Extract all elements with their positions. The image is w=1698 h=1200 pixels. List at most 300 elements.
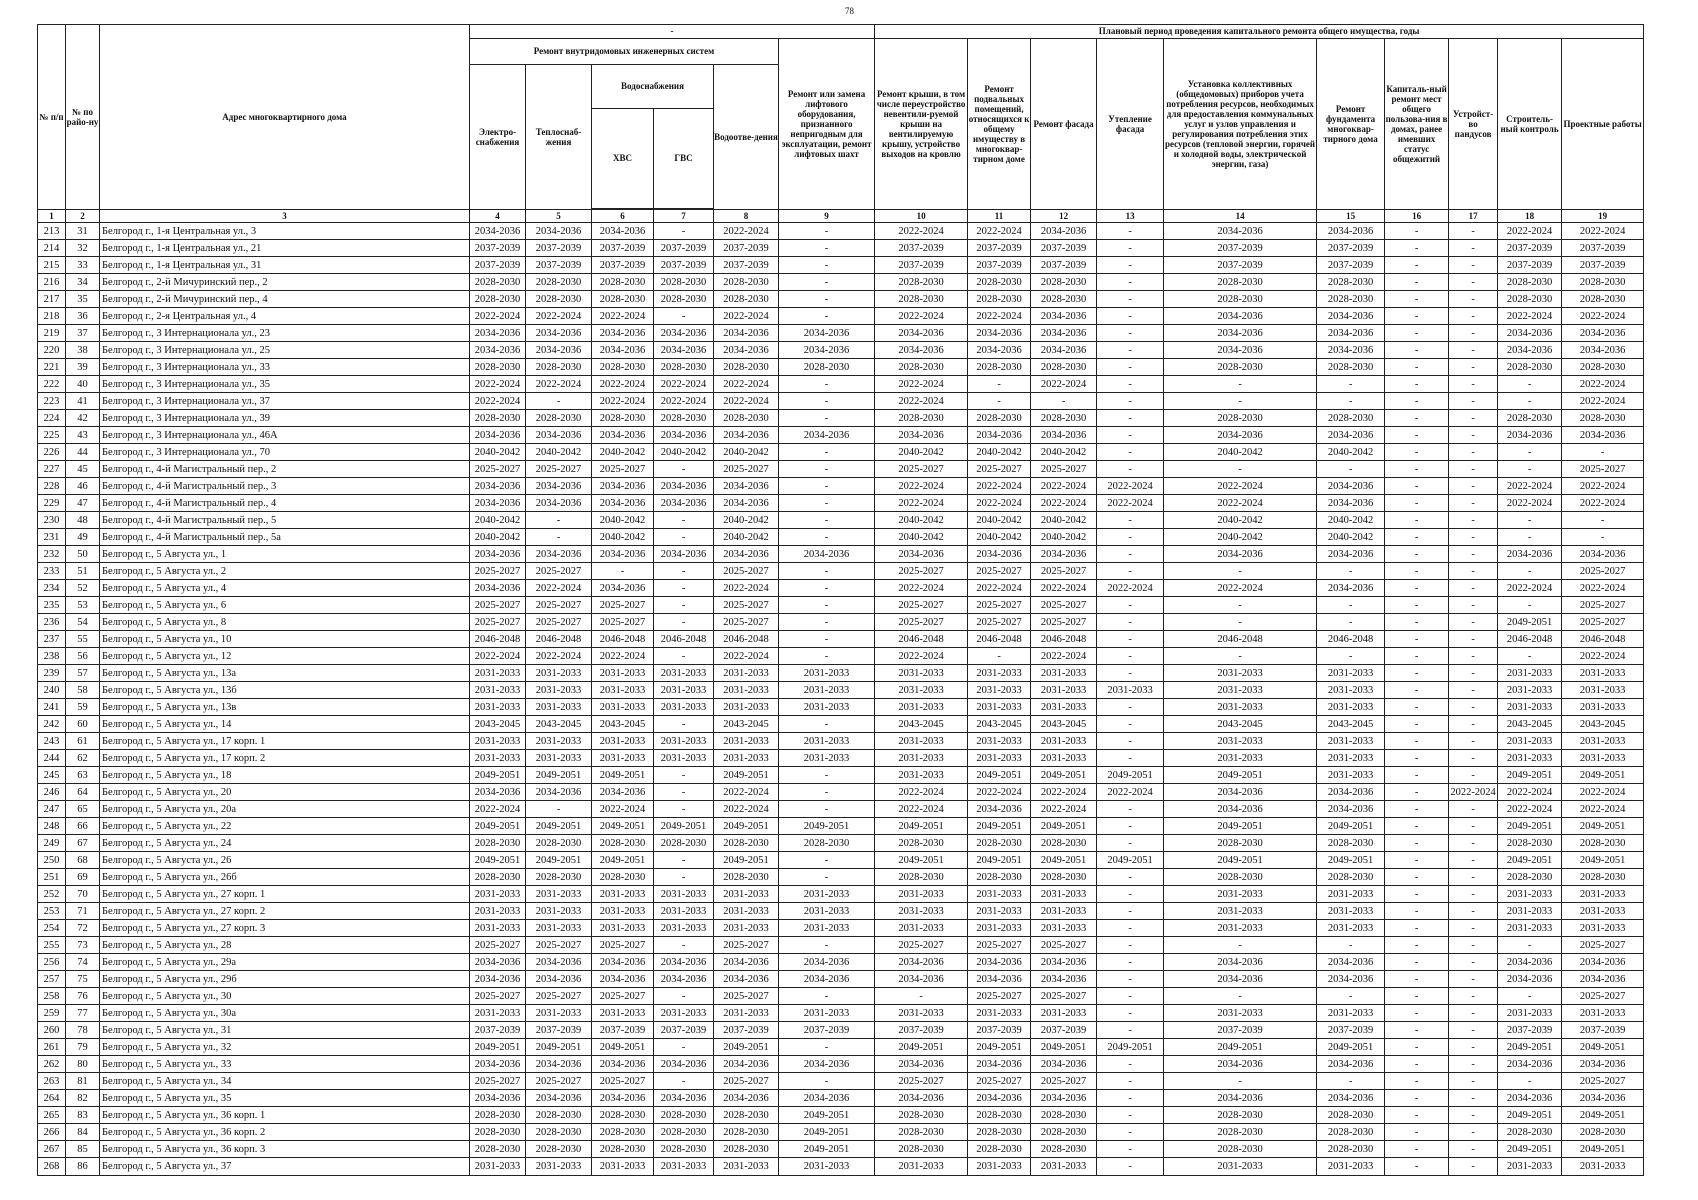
period-cell: 2031-2033 [714,699,779,716]
period-cell: - [1385,869,1449,886]
period-cell: 2034-2036 [714,495,779,512]
period-cell: 2034-2036 [654,427,714,444]
period-cell: 2031-2033 [968,665,1031,682]
period-cell: 2034-2036 [654,1056,714,1073]
period-cell: 2034-2036 [875,427,968,444]
period-cell: 2022-2024 [875,648,968,665]
table-row [38,376,1644,393]
period-cell: 2034-2036 [592,478,654,495]
period-cell: - [779,478,875,495]
period-cell: 2025-2027 [1031,461,1097,478]
period-cell: 2034-2036 [470,223,526,240]
address-cell: Белгород г., 5 Августа ул., 8 [100,614,470,631]
period-cell: 2022-2024 [968,580,1031,597]
table-row [38,410,1644,427]
period-cell: 2046-2048 [654,631,714,648]
period-cell: 2028-2030 [968,410,1031,427]
district-number-cell: 78 [66,1022,100,1039]
period-cell: 2028-2030 [714,410,779,427]
address-cell: Белгород г., 5 Августа ул., 27 корп. 2 [100,903,470,920]
period-cell: 2040-2042 [968,512,1031,529]
period-cell: 2034-2036 [875,546,968,563]
period-cell: 2031-2033 [1562,665,1644,682]
period-cell: 2028-2030 [1164,1107,1317,1124]
period-cell: 2049-2051 [968,1039,1031,1056]
period-cell: 2022-2024 [470,393,526,410]
period-cell: 2031-2033 [968,903,1031,920]
period-cell: - [654,784,714,801]
table-row [38,801,1644,818]
period-cell: 2031-2033 [1498,1005,1562,1022]
period-cell: 2028-2030 [592,274,654,291]
row-number-cell: 228 [38,478,66,495]
period-cell: 2022-2024 [1562,223,1644,240]
header-basement: Ремонт подвальных помещений, относящихся к общему имуществу в многоквар-тирном доме [968,39,1031,210]
period-cell: 2031-2033 [1562,920,1644,937]
period-cell: 2034-2036 [592,342,654,359]
address-cell: Белгород г., 3 Интернационала ул., 35 [100,376,470,393]
period-cell: - [779,580,875,597]
period-cell: 2022-2024 [592,648,654,665]
period-cell: - [1449,937,1498,954]
table-row [38,1090,1644,1107]
row-number-cell: 224 [38,410,66,427]
period-cell: - [1449,597,1498,614]
period-cell: 2031-2033 [526,920,592,937]
period-cell: 2040-2042 [1317,512,1385,529]
period-cell: 2031-2033 [1031,699,1097,716]
period-cell: 2034-2036 [1164,223,1317,240]
period-cell: - [1449,376,1498,393]
period-cell: 2022-2024 [1498,495,1562,512]
period-cell: - [1097,733,1164,750]
period-cell: 2025-2027 [592,988,654,1005]
period-cell: 2022-2024 [1498,801,1562,818]
period-cell: 2031-2033 [1498,682,1562,699]
column-number: 6 [592,210,654,223]
period-cell: - [592,563,654,580]
address-cell: Белгород г., 5 Августа ул., 36 корп. 3 [100,1141,470,1158]
period-cell: 2022-2024 [714,308,779,325]
period-cell: 2037-2039 [526,240,592,257]
period-cell: 2034-2036 [654,971,714,988]
table-row [38,546,1644,563]
period-cell: 2028-2030 [1317,835,1385,852]
period-cell: 2031-2033 [779,733,875,750]
period-cell: 2049-2051 [714,767,779,784]
period-cell: - [654,580,714,597]
period-cell: - [1097,1107,1164,1124]
period-cell: - [1317,461,1385,478]
period-cell: - [1097,886,1164,903]
period-cell: - [526,529,592,546]
period-cell: - [968,376,1031,393]
period-cell: 2025-2027 [1031,988,1097,1005]
period-cell: 2034-2036 [526,342,592,359]
period-cell: - [1385,699,1449,716]
period-cell: - [1097,648,1164,665]
period-cell: 2049-2051 [526,818,592,835]
period-cell: 2028-2030 [1031,869,1097,886]
period-cell: 2028-2030 [470,835,526,852]
period-cell: 2031-2033 [714,665,779,682]
column-number: 2 [66,210,100,223]
period-cell: 2025-2027 [968,614,1031,631]
period-cell: 2028-2030 [1031,1141,1097,1158]
period-cell: 2028-2030 [1562,410,1644,427]
address-cell: Белгород г., 4-й Магистральный пер., 4 [100,495,470,512]
period-cell: 2037-2039 [968,257,1031,274]
period-cell: 2028-2030 [1317,274,1385,291]
period-cell: 2028-2030 [714,869,779,886]
period-cell: 2034-2036 [1031,1090,1097,1107]
period-cell: 2034-2036 [1562,427,1644,444]
period-cell: - [779,988,875,1005]
period-cell: 2025-2027 [968,563,1031,580]
period-cell: 2031-2033 [1031,665,1097,682]
period-cell: - [779,274,875,291]
period-cell: 2031-2033 [592,750,654,767]
period-cell: 2034-2036 [1031,954,1097,971]
period-cell: 2034-2036 [1562,954,1644,971]
period-cell: - [1097,818,1164,835]
row-number-cell: 242 [38,716,66,733]
period-cell: 2040-2042 [1031,512,1097,529]
period-cell: 2034-2036 [1164,954,1317,971]
period-cell: - [1385,937,1449,954]
period-cell: - [1449,495,1498,512]
period-cell: 2025-2027 [968,461,1031,478]
district-number-cell: 70 [66,886,100,903]
period-cell: 2028-2030 [875,410,968,427]
district-number-cell: 33 [66,257,100,274]
row-number-cell: 268 [38,1158,66,1176]
district-number-cell: 36 [66,308,100,325]
district-number-cell: 57 [66,665,100,682]
period-cell: - [1449,257,1498,274]
period-cell: - [526,801,592,818]
period-cell: 2049-2051 [1498,852,1562,869]
period-cell: 2037-2039 [1031,240,1097,257]
row-number-cell: 252 [38,886,66,903]
period-cell: - [1449,1141,1498,1158]
period-cell: 2028-2030 [654,410,714,427]
period-cell: 2031-2033 [654,733,714,750]
district-number-cell: 82 [66,1090,100,1107]
period-cell: 2022-2024 [875,495,968,512]
header-water-supply: Водоснабжения [592,65,714,109]
period-cell: - [1164,563,1317,580]
period-cell: 2031-2033 [1562,699,1644,716]
period-cell: 2022-2024 [1498,308,1562,325]
period-cell: 2031-2033 [875,1005,968,1022]
period-cell: 2034-2036 [654,1090,714,1107]
period-cell: 2049-2051 [1164,852,1317,869]
period-cell: - [1449,546,1498,563]
period-cell: 2034-2036 [654,325,714,342]
table-row [38,665,1644,682]
row-number-cell: 253 [38,903,66,920]
district-number-cell: 83 [66,1107,100,1124]
table-row [38,597,1644,614]
period-cell: 2031-2033 [470,1158,526,1176]
period-cell: 2031-2033 [968,920,1031,937]
period-cell: - [1498,1073,1562,1090]
period-cell: - [1385,801,1449,818]
period-cell: 2031-2033 [779,750,875,767]
period-cell: - [779,393,875,410]
period-cell: 2031-2033 [654,886,714,903]
address-cell: Белгород г., 5 Августа ул., 30 [100,988,470,1005]
period-cell: 2022-2024 [875,784,968,801]
table-row [38,954,1644,971]
period-cell: 2031-2033 [714,682,779,699]
period-cell: - [1449,240,1498,257]
table-row [38,835,1644,852]
period-cell: - [654,937,714,954]
period-cell: 2025-2027 [470,461,526,478]
period-cell: 2031-2033 [875,733,968,750]
table-row [38,461,1644,478]
period-cell: 2049-2051 [968,818,1031,835]
period-cell: 2034-2036 [968,801,1031,818]
period-cell: 2031-2033 [470,665,526,682]
period-cell: 2031-2033 [1317,1005,1385,1022]
row-number-cell: 251 [38,869,66,886]
period-cell: 2031-2033 [592,699,654,716]
period-cell: 2034-2036 [470,580,526,597]
period-cell: 2031-2033 [1317,682,1385,699]
period-cell: 2031-2033 [470,886,526,903]
period-cell: 2049-2051 [1562,767,1644,784]
period-cell: - [1385,1124,1449,1141]
period-cell: 2028-2030 [1562,1124,1644,1141]
period-cell: 2046-2048 [1562,631,1644,648]
period-cell: 2028-2030 [654,1107,714,1124]
period-cell: 2022-2024 [968,308,1031,325]
period-cell: - [1097,597,1164,614]
district-number-cell: 37 [66,325,100,342]
period-cell: 2034-2036 [470,478,526,495]
row-number-cell: 259 [38,1005,66,1022]
period-cell: 2025-2027 [592,597,654,614]
period-cell: 2049-2051 [1031,1039,1097,1056]
period-cell: 2049-2051 [714,852,779,869]
period-cell: 2037-2039 [1031,257,1097,274]
period-cell: - [779,308,875,325]
period-cell: - [1385,767,1449,784]
period-cell: 2034-2036 [470,1056,526,1073]
period-cell: - [1449,631,1498,648]
period-cell: - [1498,461,1562,478]
period-cell: 2031-2033 [1031,1005,1097,1022]
period-cell: 2049-2051 [1317,818,1385,835]
address-cell: Белгород г., 1-я Центральная ул., 21 [100,240,470,257]
address-cell: Белгород г., 5 Августа ул., 4 [100,580,470,597]
row-number-cell: 262 [38,1056,66,1073]
period-cell: 2022-2024 [1031,376,1097,393]
period-cell: - [1385,512,1449,529]
table-row [38,240,1644,257]
column-number: 18 [1498,210,1562,223]
period-cell: 2022-2024 [1031,495,1097,512]
row-number-cell: 215 [38,257,66,274]
district-number-cell: 35 [66,291,100,308]
period-cell: - [654,1039,714,1056]
period-cell: - [654,852,714,869]
period-cell: 2049-2051 [875,852,968,869]
row-number-cell: 245 [38,767,66,784]
period-cell: 2034-2036 [1164,342,1317,359]
period-cell: 2028-2030 [654,1124,714,1141]
period-cell: 2049-2051 [1498,1039,1562,1056]
period-cell: 2031-2033 [1562,1005,1644,1022]
period-cell: 2022-2024 [592,308,654,325]
period-cell: 2031-2033 [526,750,592,767]
period-cell: 2028-2030 [1317,1141,1385,1158]
period-cell: 2028-2030 [968,835,1031,852]
header-facade-insulation: Утепление фасада [1097,39,1164,210]
period-cell: 2034-2036 [714,954,779,971]
column-number: 11 [968,210,1031,223]
period-cell: - [1385,478,1449,495]
period-cell: 2025-2027 [526,597,592,614]
period-cell: 2040-2042 [1031,529,1097,546]
period-cell: 2028-2030 [875,869,968,886]
period-cell: - [1385,1158,1449,1176]
period-cell: 2034-2036 [526,325,592,342]
address-cell: Белгород г., 5 Августа ул., 22 [100,818,470,835]
row-number-cell: 247 [38,801,66,818]
period-cell: 2034-2036 [1317,546,1385,563]
period-cell: 2025-2027 [1562,461,1644,478]
row-number-cell: 213 [38,223,66,240]
table-row [38,342,1644,359]
period-cell: 2037-2039 [592,1022,654,1039]
period-cell: 2046-2048 [470,631,526,648]
period-cell: - [1164,988,1317,1005]
period-cell: - [1164,1073,1317,1090]
period-cell: 2031-2033 [968,733,1031,750]
period-cell: 2028-2030 [1498,359,1562,376]
period-cell: 2034-2036 [968,427,1031,444]
header-cold-water: ХВС [592,109,654,209]
period-cell: 2031-2033 [875,767,968,784]
period-cell: 2022-2024 [470,376,526,393]
district-number-cell: 48 [66,512,100,529]
period-cell: 2031-2033 [1164,665,1317,682]
period-cell: - [1097,444,1164,461]
period-cell: 2031-2033 [875,682,968,699]
period-cell: 2046-2048 [526,631,592,648]
period-cell: 2043-2045 [714,716,779,733]
table-row [38,937,1644,954]
period-cell: 2034-2036 [1562,971,1644,988]
period-cell: 2031-2033 [592,665,654,682]
period-cell: - [1449,274,1498,291]
period-cell: 2034-2036 [1031,546,1097,563]
period-cell: 2049-2051 [526,767,592,784]
period-cell: 2022-2024 [714,393,779,410]
period-cell: 2028-2030 [1498,274,1562,291]
district-number-cell: 71 [66,903,100,920]
period-cell: 2040-2042 [592,444,654,461]
period-cell: 2043-2045 [592,716,654,733]
period-cell: - [1449,614,1498,631]
period-cell: - [1164,597,1317,614]
period-cell: 2034-2036 [1498,971,1562,988]
period-cell: 2034-2036 [654,954,714,971]
period-cell: 2028-2030 [1317,359,1385,376]
period-cell: 2022-2024 [526,376,592,393]
period-cell: 2028-2030 [592,410,654,427]
period-cell: - [1097,1022,1164,1039]
period-cell: - [1449,1073,1498,1090]
period-cell: 2028-2030 [1498,1124,1562,1141]
period-cell: 2037-2039 [1562,257,1644,274]
period-cell: 2031-2033 [1317,903,1385,920]
period-cell: - [1385,920,1449,937]
period-cell: 2022-2024 [875,478,968,495]
header-dormitory: Капиталь-ный ремонт мест общего пользова-ния в домах, ранее имевших статус общежитий [1385,39,1449,210]
period-cell: - [1097,1073,1164,1090]
period-cell: - [779,784,875,801]
address-cell: Белгород г., 5 Августа ул., 36 корп. 2 [100,1124,470,1141]
period-cell: 2025-2027 [714,988,779,1005]
period-cell: 2025-2027 [470,597,526,614]
period-cell: - [1449,478,1498,495]
period-cell: 2040-2042 [470,529,526,546]
district-number-cell: 31 [66,223,100,240]
period-cell: 2022-2024 [714,784,779,801]
district-number-cell: 84 [66,1124,100,1141]
period-cell: 2034-2036 [779,1056,875,1073]
period-cell: - [1562,444,1644,461]
period-cell: 2034-2036 [1498,1090,1562,1107]
period-cell: 2022-2024 [1562,478,1644,495]
period-cell: 2049-2051 [592,852,654,869]
district-number-cell: 81 [66,1073,100,1090]
period-cell: 2028-2030 [1164,835,1317,852]
column-number: 17 [1449,210,1498,223]
period-cell: - [1385,308,1449,325]
period-cell: 2034-2036 [968,342,1031,359]
period-cell: 2022-2024 [875,376,968,393]
period-cell: - [1097,563,1164,580]
period-cell: 2049-2051 [470,852,526,869]
period-cell: 2025-2027 [470,988,526,1005]
period-cell: 2034-2036 [592,427,654,444]
period-cell: 2040-2042 [592,529,654,546]
period-cell: - [1097,1141,1164,1158]
table-row [38,444,1644,461]
period-cell: 2034-2036 [1317,1090,1385,1107]
table-row [38,529,1644,546]
row-number-cell: 260 [38,1022,66,1039]
address-cell: Белгород г., 5 Августа ул., 20а [100,801,470,818]
district-number-cell: 59 [66,699,100,716]
period-cell: 2025-2027 [526,937,592,954]
period-cell: 2028-2030 [1562,291,1644,308]
period-cell: - [1097,903,1164,920]
period-cell: 2022-2024 [714,648,779,665]
period-cell: - [779,461,875,478]
period-cell: 2031-2033 [592,1005,654,1022]
period-cell: 2028-2030 [470,1141,526,1158]
period-cell: 2049-2051 [1498,1107,1562,1124]
period-cell: - [1097,750,1164,767]
period-cell: 2025-2027 [526,988,592,1005]
